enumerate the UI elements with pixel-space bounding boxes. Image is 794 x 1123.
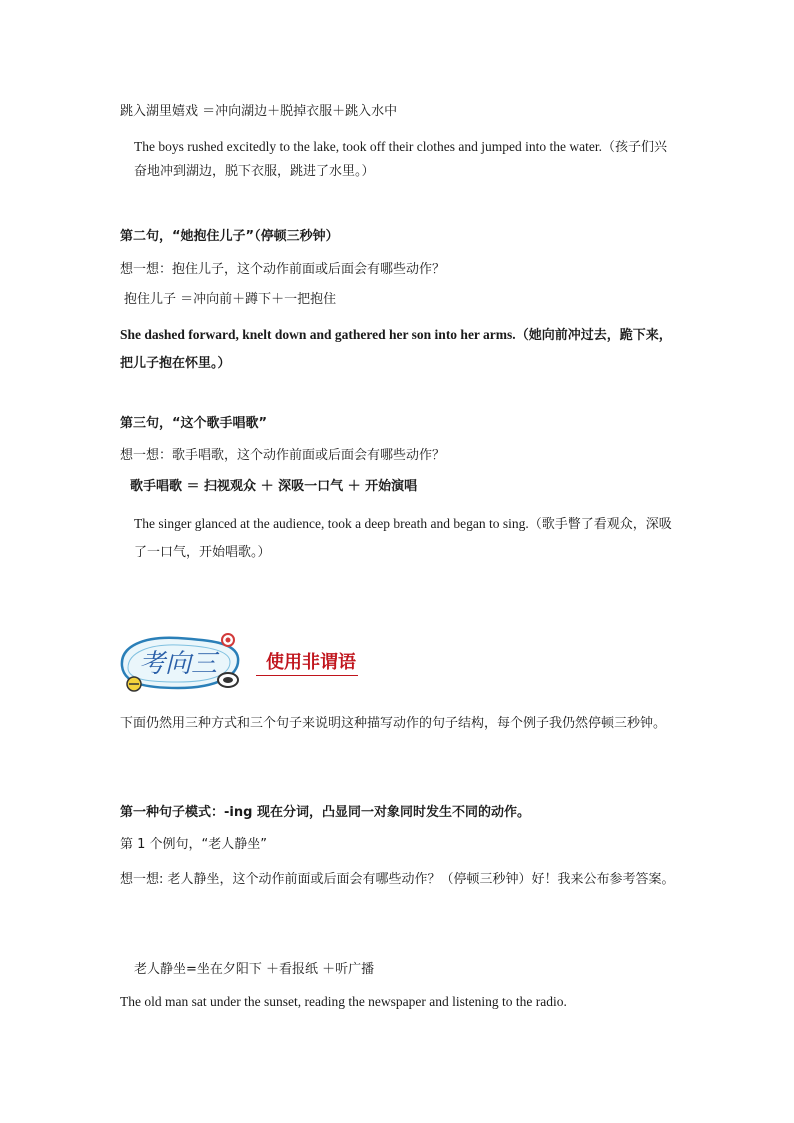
- example-1-heading: 第 1 个例句，“老人静坐”: [120, 837, 268, 852]
- formula-sentence-3: 歌手唱歌 ＝ 扫视观众 ＋ 深吸一口气 ＋ 开始演唱: [130, 479, 418, 494]
- heading-sentence-3: 第三句，“这个歌手唱歌”: [120, 416, 268, 431]
- question-sentence-2: 想一想：抱住儿子，这个动作前面或后面会有哪些动作？: [120, 262, 446, 277]
- paragraph-boys-rushed: [120, 135, 676, 184]
- example-1-formula: 老人静坐=坐在夕阳下 ＋看报纸 ＋听广播: [134, 962, 375, 977]
- english-sentence: The boys rushed excitedly to the lake, took off their clothes and jumped into the water.: [134, 139, 603, 154]
- english-sentence: She dashed forward, knelt down and gathered her son into her arms.: [120, 327, 516, 342]
- section-title: 使用非谓语: [256, 652, 358, 676]
- paragraph-singer: [120, 510, 676, 567]
- example-1-english: The old man sat under the sunset, reading the newspaper and listening to the radio.: [120, 994, 567, 1009]
- line-jump-lake: 跳入湖里嬉戏 ＝冲向湖边＋脱掉衣服＋跳入水中: [120, 104, 398, 119]
- paragraph-she-dashed: [120, 321, 676, 378]
- chinese-translation: （孩子们兴奋地冲到湖边，脱下衣服，跳进了水里。）: [134, 140, 668, 179]
- english-sentence: The singer glanced at the audience, took a deep breath and began to sing.: [134, 516, 529, 531]
- example-1-question: 想一想: 老人静坐，这个动作前面或后面会有哪些动作？（停顿三秒钟）好！我来公布参考答案。: [120, 872, 675, 887]
- chinese-translation: （她向前冲过去，跪下来，把儿子抱在怀里。）: [120, 328, 672, 371]
- section-badge-icon: [116, 628, 244, 696]
- pattern-1-heading: 第一种句子模式：-ing 现在分词，凸显同一对象同时发生不同的动作。: [120, 805, 530, 820]
- section-badge-label: 考向三: [138, 649, 218, 679]
- intro-paragraph: 下面仍然用三种方式和三个句子来说明这种描写动作的句子结构，每个例子我仍然停顿三秒钟。: [120, 716, 667, 731]
- question-sentence-3: 想一想：歌手唱歌，这个动作前面或后面会有哪些动作？: [120, 448, 446, 463]
- chinese-translation: （歌手瞥了看观众，深吸了一口气，开始唱歌。）: [134, 517, 672, 560]
- heading-sentence-2: 第二句，“她抱住儿子”（停顿三秒钟）: [120, 229, 339, 244]
- formula-sentence-2: 抱住儿子 ＝冲向前＋蹲下＋一把抱住: [124, 292, 337, 307]
